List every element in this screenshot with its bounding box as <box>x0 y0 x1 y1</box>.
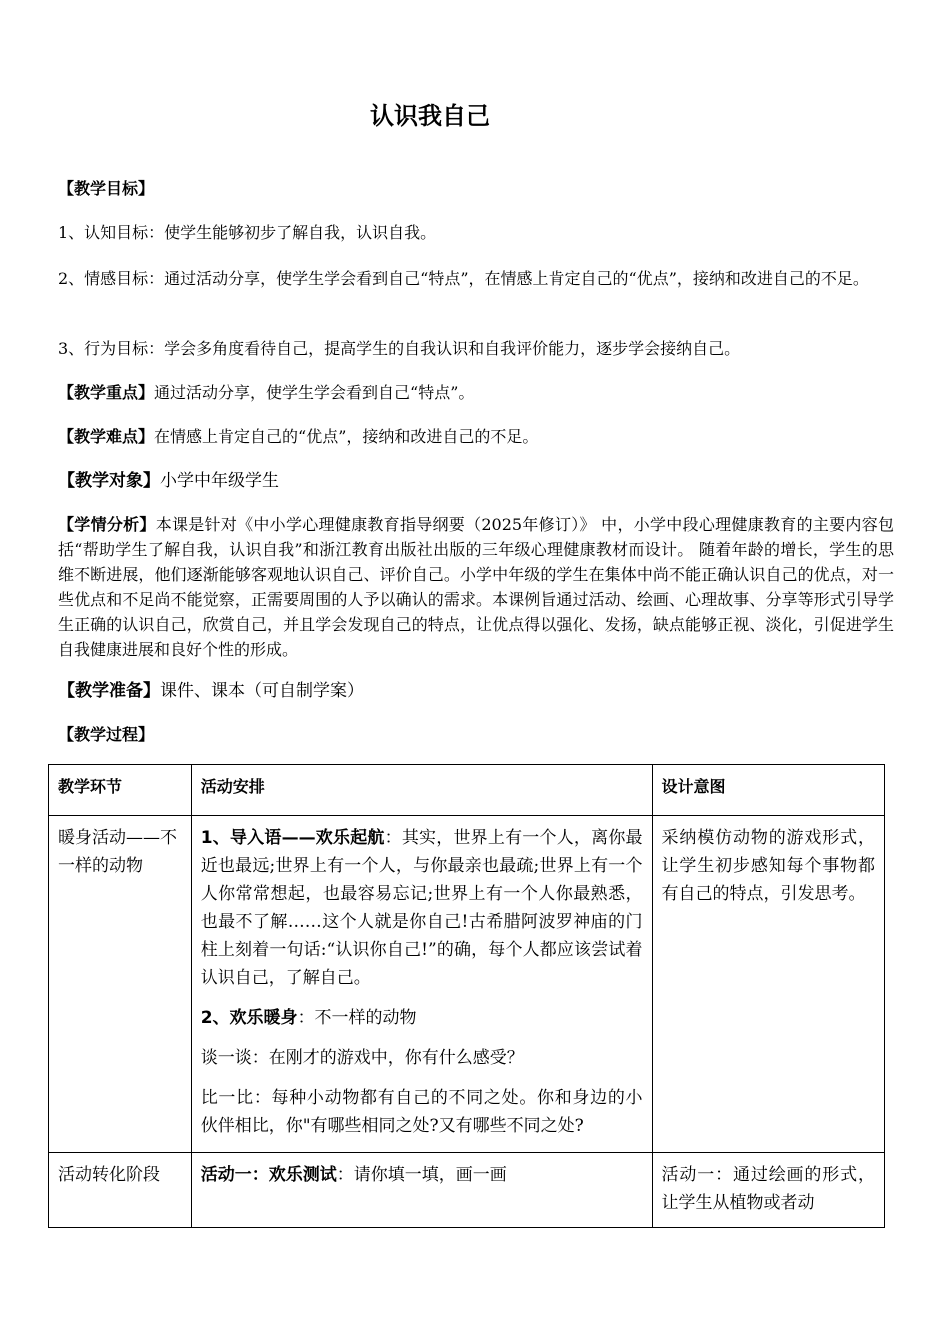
key-point <box>58 380 894 406</box>
audience-label: 【教学对象】 <box>58 471 160 491</box>
process-heading: 【教学过程】 <box>58 725 155 744</box>
preparation-text: 课件、课本（可自制学案） <box>160 681 364 701</box>
objective-item: 1、认知目标：使学生能够初步了解自我，认识自我。 <box>58 223 437 242</box>
intent-cell: 活动一：通过绘画的形式，让学生从植物或者动 <box>652 1153 884 1228</box>
audience <box>58 468 894 494</box>
preparation <box>58 678 894 704</box>
key-point-text: 通过活动分享，使学生学会看到自己“特点”。 <box>154 383 475 402</box>
warmup-label: 2、欢乐暖身 <box>200 1008 298 1028</box>
header-activity: 活动安排 <box>191 765 652 816</box>
page-title: 认识我自己 <box>370 102 490 130</box>
table-row <box>49 1153 885 1228</box>
stage-cell: 暖身活动——不一样的动物 <box>49 816 192 1153</box>
intro-text: ：其实，世界上有一个人，离你最近也最远;世界上有一个人，与你最亲也最疏;世界上有一个人你常常想起，也最容易忘记;世界上有一个人你最熟悉，也最不了解……这个人就是你自己!古希腊阿波罗神庙的门柱上刻着一句话:“认识你自己!”的确，每个人都应该尝试着认识自己，了解自己。 <box>200 828 643 988</box>
key-point-label: 【教学重点】 <box>58 383 155 402</box>
analysis-text: 本课是针对《中小学心理健康教育指导纲要（2025年修订）》 中，小学中段心理健康教育的主要内容包括“帮助学生了解自我，认识自我”和浙江教育出版社出版的三年级心理健康教材而设计。 随着年龄的增长，学生的思维不断进展，他们逐渐能够客观地认识自己、评价自己。小学中年级的学生在集体中尚不能正确认识自己的优点，对一些优点和不足尚不能觉察，正需要周围的人予以确认的需求。本课例旨通过活动、绘画、心理故事、分享等形式引导学生正确的认识自己，欣赏自己，并且学会发现自己的特点，让优点得以强化、发扬，缺点能够正视、淡化，引促进学生自我健康进展和良好个性的形成。 <box>58 515 894 659</box>
activity-one-text: ：请你填一填，画一画 <box>336 1165 507 1185</box>
activity-cell <box>191 1153 652 1228</box>
warmup-text: ：不一样的动物 <box>297 1008 417 1028</box>
analysis <box>58 512 894 662</box>
audience-text: 小学中年级学生 <box>160 471 279 491</box>
difficulty-text: 在情感上肯定自己的“优点”，接纳和改进自己的不足。 <box>154 427 539 446</box>
activity-paragraph <box>201 824 643 992</box>
activity-paragraph: 谈一谈：在刚才的游戏中，你有什么感受？ <box>200 1048 524 1068</box>
objectives-heading: 【教学目标】 <box>58 179 155 198</box>
objective-item: 2、情感目标：通过活动分享，使学生学会看到自己“特点”，在情感上肯定自己的“优点”，接纳和改进自己的不足。 <box>58 269 869 288</box>
objective-item: 3、行为目标：学会多角度看待自己，提高学生的自我认识和自我评价能力，逐步学会接纳自己。 <box>58 339 741 358</box>
difficulty <box>58 424 894 450</box>
table-row <box>49 816 885 1153</box>
activity-cell <box>191 816 652 1153</box>
activity-paragraph <box>201 1004 643 1032</box>
header-intent: 设计意图 <box>652 765 884 816</box>
header-stage: 教学环节 <box>49 765 192 816</box>
analysis-label: 【学情分析】 <box>58 515 156 534</box>
lesson-table <box>48 764 885 1228</box>
table-header-row <box>49 765 885 816</box>
intro-label: 1、导入语——欢乐起航 <box>200 828 385 848</box>
stage-cell: 活动转化阶段 <box>49 1153 192 1228</box>
intent-cell: 采纳模仿动物的游戏形式，让学生初步感知每个事物都有自己的特点，引发思考。 <box>652 816 884 1153</box>
preparation-label: 【教学准备】 <box>58 681 160 701</box>
activity-paragraph: 比一比：每种小动物都有自己的不同之处。你和身边的小伙伴相比，你"有哪些相同之处?又有哪些不同之处? <box>200 1088 643 1136</box>
difficulty-label: 【教学难点】 <box>58 427 155 446</box>
activity-one-label: 活动一：欢乐测试 <box>200 1165 337 1185</box>
